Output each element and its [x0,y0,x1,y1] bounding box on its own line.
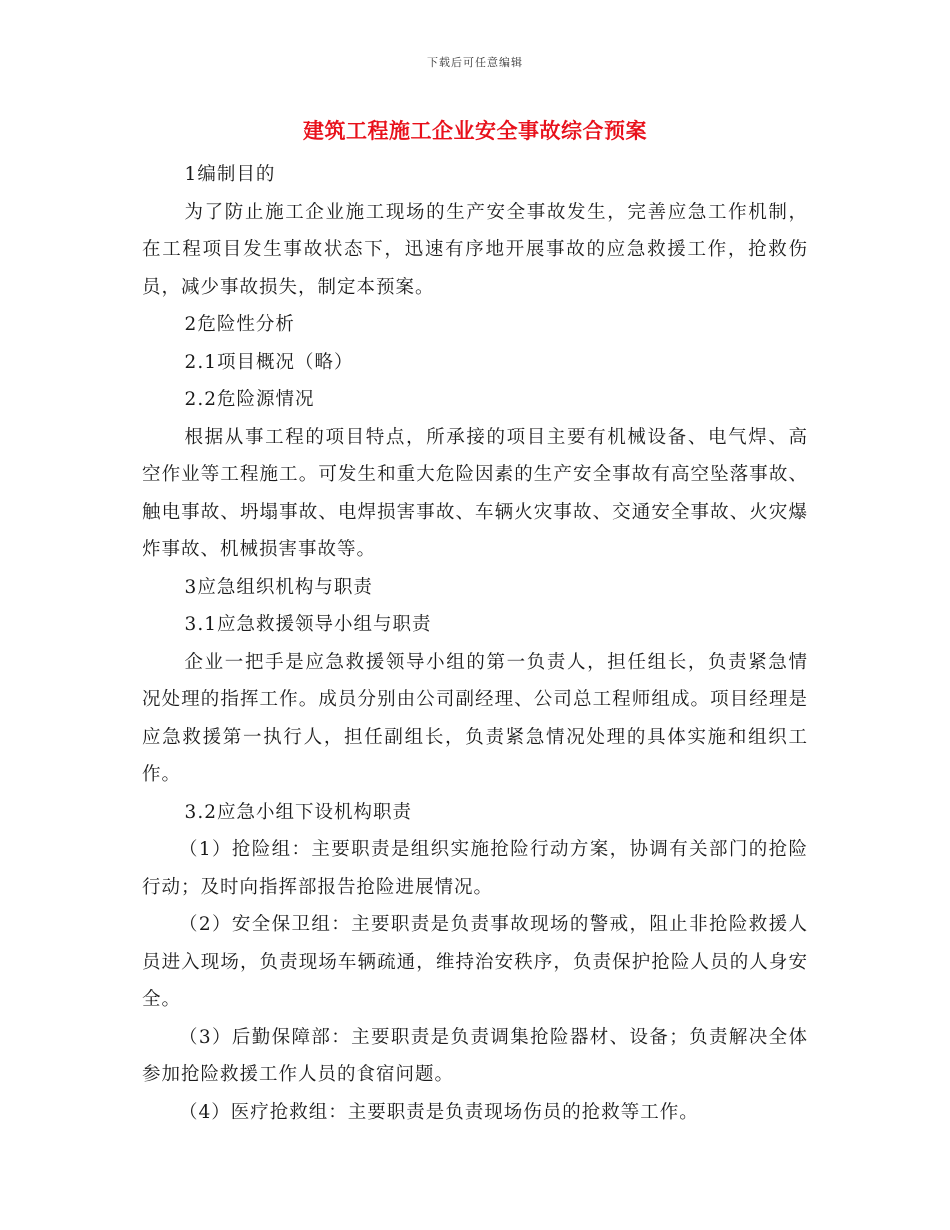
paragraph-hazard-sources: 根据从事工程的项目特点，所承接的项目主要有机械设备、电气焊、高空作业等工程施工。可发生和重大危险因素的生产安全事故有高空坠落事故、触电事故、坍塌事故、电焊损害事故、车辆火灾事故、交通安全事故、火灾爆炸事故、机械损害事故等。 [142,426,808,560]
list-item-rescue-team: （1）抢险组：主要职责是组织实施抢险行动方案，协调有关部门的抢险行动；及时向指挥部报告抢险进展情况。 [142,839,808,898]
document-title: 建筑工程施工企业安全事故综合预案 [303,118,647,143]
section-heading-purpose: 1编制目的 [184,164,276,185]
list-item-medical-team: （4）医疗抢救组：主要职责是负责现场伤员的抢救等工作。 [179,1101,699,1123]
subsection-heading-leadership-group: 3.1应急救援领导小组与职责 [184,614,432,635]
subsection-heading-sub-units: 3.2应急小组下设机构职责 [184,801,412,823]
page-header-note: 下载后可任意编辑 [427,56,523,69]
section-heading-risk-analysis: 2危险性分析 [184,314,295,335]
list-item-logistics: （3）后勤保障部：主要职责是负责调集抢险器材、设备；负责解决全体参加抢险救援工作人员的食宿问题。 [142,1026,808,1085]
subsection-heading-project-overview: 2.1项目概况（略） [184,351,354,373]
document-body [142,156,808,1131]
paragraph-leadership-group: 企业一把手是应急救援领导小组的第一负责人，担任组长，负责紧急情况处理的指挥工作。成员分别由公司副经理、公司总工程师组成。项目经理是应急救援第一执行人，担任副组长，负责紧急情况处理的具体实施和组织工作。 [142,651,808,785]
list-item-security-team: （2）安全保卫组：主要职责是负责事故现场的警戒，阻止非抢险救援人员进入现场，负责现场车辆疏通，维持治安秩序，负责保护抢险人员的人身安全。 [142,914,808,1010]
section-heading-organization: 3应急组织机构与职责 [184,576,373,598]
subsection-heading-hazard-sources: 2.2危险源情况 [184,389,315,410]
paragraph-purpose: 为了防止施工企业施工现场的生产安全事故发生，完善应急工作机制，在工程项目发生事故状态下，迅速有序地开展事故的应急救援工作，抢救伤员，减少事故损失，制定本预案。 [142,201,808,298]
